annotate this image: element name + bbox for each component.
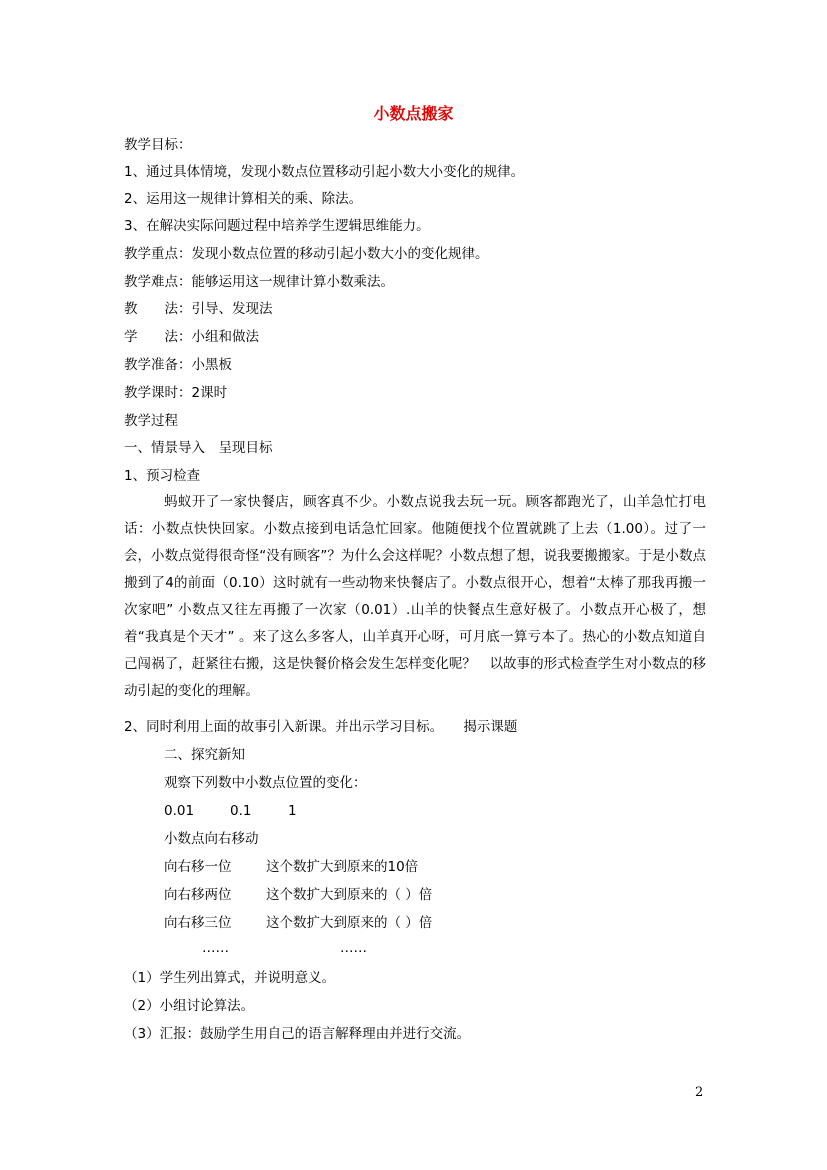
page-number: 2 xyxy=(695,1085,704,1100)
difficulty: 教学难点：能够运用这一规律计算小数乘法。 xyxy=(124,274,394,290)
observe-line: 观察下列数中小数点位置的变化： xyxy=(164,775,367,791)
row-1-text: 这个数扩大到原来的10倍 xyxy=(266,859,419,875)
goal-3: 3、在解决实际问题过程中培养学生逻辑思维能力。 xyxy=(124,218,430,234)
goal-2: 2、运用这一规律计算相关的乘、除法。 xyxy=(124,191,363,207)
row-2-text: 这个数扩大到原来的（ ）倍 xyxy=(266,887,433,903)
goals-heading: 教学目标： xyxy=(124,137,192,153)
number-1: 1 xyxy=(288,803,297,819)
row-3-label: 向右移三位 xyxy=(164,915,232,931)
step-3: （3）汇报：鼓励学生用自己的语言解释理由并进行交流。 xyxy=(124,1026,471,1042)
doc-title: 小数点搬家 xyxy=(373,104,454,123)
row-3-text: 这个数扩大到原来的（ ）倍 xyxy=(266,915,433,931)
teaching-prep: 教学准备：小黑板 xyxy=(124,357,232,373)
move-right-heading: 小数点向右移动 xyxy=(164,831,259,847)
number-0-1: 0.1 xyxy=(230,803,252,819)
goal-1: 1、通过具体情境，发现小数点位置移动引起小数大小变化的规律。 xyxy=(124,164,525,180)
number-0-01: 0.01 xyxy=(164,803,195,819)
step-1: （1）学生列出算式，并说明意义。 xyxy=(124,970,336,986)
learn-method: 学 法：小组和做法 xyxy=(124,329,259,345)
step-2: （2）小组讨论算法。 xyxy=(124,998,255,1014)
section-1-heading: 一、情景导入 呈现目标 xyxy=(124,440,273,456)
ellipsis-right: …… xyxy=(340,940,367,956)
process-heading: 教学过程 xyxy=(124,413,178,429)
row-2-label: 向右移两位 xyxy=(164,887,232,903)
teach-method: 教 法：引导、发现法 xyxy=(124,301,273,317)
key-point: 教学重点：发现小数点位置的移动引起小数大小的变化规律。 xyxy=(124,246,489,262)
teaching-hours: 教学课时：2课时 xyxy=(124,385,228,401)
row-1-label: 向右移一位 xyxy=(164,859,232,875)
section-2-heading: 二、探究新知 xyxy=(164,747,245,763)
story-paragraph: 蚂蚁开了一家快餐店，顾客真不少。小数点说我去玩一玩。顾客都跑光了，山羊急忙打电话：小数点快快回家。小数点接到电话急忙回家。他随便找个位置就跳了上去（1.00）。过了一会，小数点觉得很奇怪“没有顾客”？为什么会这样呢？小数点想了想，说我要搬搬家。于是小数点搬到了4的前面（0.10）这时就有一些动物来快餐店了。小数点很开心，想着“太棒了那我再搬一次家吧” 小数点又往左再搬了一次家（0.01）.山羊的快餐点生意好极了。小数点开心极了，想着“我真是个天才” 。来了这么多客人，山羊真开心呀，可月底一算亏本了。热心的小数点知道自己闯祸了，赶紧往右搬，这是快餐价格会发生怎样变化呢？ 以故事的形式检查学生对小数点的移动引起的变化的理解。 xyxy=(124,494,706,699)
preview-check: 1、预习检查 xyxy=(124,468,201,484)
item-2: 2、同时利用上面的故事引入新课。并出示学习目标。 揭示课题 xyxy=(124,719,518,735)
ellipsis-left: …… xyxy=(202,940,229,956)
